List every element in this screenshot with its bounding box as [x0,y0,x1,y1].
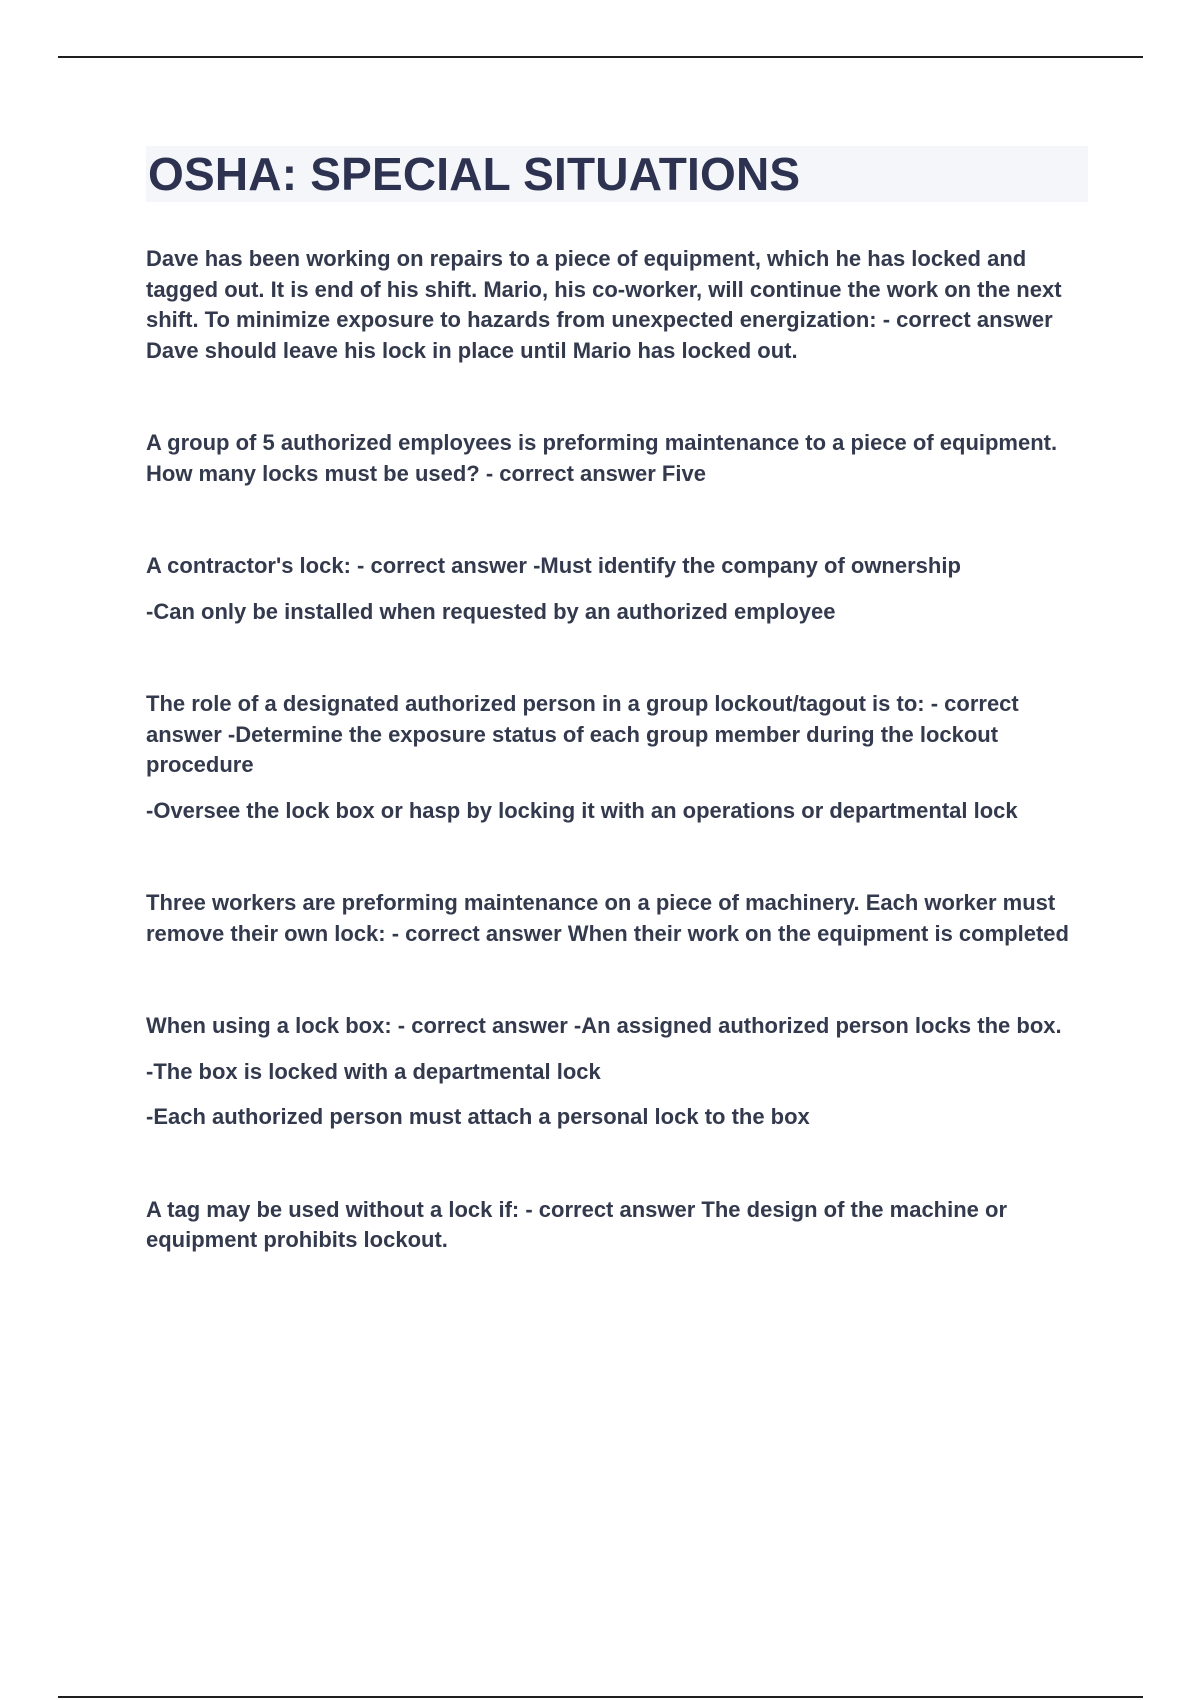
flashcard [146,551,1088,627]
flashcard [146,689,1088,826]
flashcard-list [146,244,1088,1256]
card-text: Dave has been working on repairs to a piece of equipment, which he has locked and tagged out. It is end of his shift. Mario, his co-worker, will continue the work on the next shift. To minimize exposure to hazards from unexpected energization: - correct answer Dave should leave his lock in place until Mario has locked out. [146,246,1062,363]
card-text: A group of 5 authorized employees is preforming maintenance to a piece of equipment. How many locks must be used? - correct answer Five [146,430,1058,486]
flashcard [146,1011,1088,1133]
card-text: When using a lock box: - correct answer -An assigned authorized person locks the box. [146,1013,1062,1038]
bottom-rule [58,1696,1143,1698]
card-text: Three workers are preforming maintenance on a piece of machinery. Each worker must remove their own lock: - correct answer When their work on the equipment is completed [146,890,1069,946]
card-answer-line: -Each authorized person must attach a personal lock to the box [146,1104,810,1129]
flashcard [146,888,1088,949]
flashcard [146,428,1088,489]
page-title: OSHA: SPECIAL SITUATIONS [148,148,801,200]
card-text: A contractor's lock: - correct answer -Must identify the company of ownership [146,553,961,578]
card-answer-line: -The box is locked with a departmental lock [146,1058,601,1084]
flashcard [146,1195,1088,1256]
top-rule [58,56,1143,58]
title-banner [146,146,1088,202]
card-text: A tag may be used without a lock if: - correct answer The design of the machine or equipment prohibits lockout. [146,1196,1008,1252]
document-body [146,146,1088,1256]
card-answer-line: -Can only be installed when requested by an authorized employee [146,598,836,624]
card-text: The role of a designated authorized person in a group lockout/tagout is to: - correct answer -Determine the exposure status of each group member during the lockout procedure [146,691,1019,777]
flashcard [146,244,1088,366]
card-answer-line: -Oversee the lock box or hasp by locking it with an operations or departmental lock [146,797,1018,823]
